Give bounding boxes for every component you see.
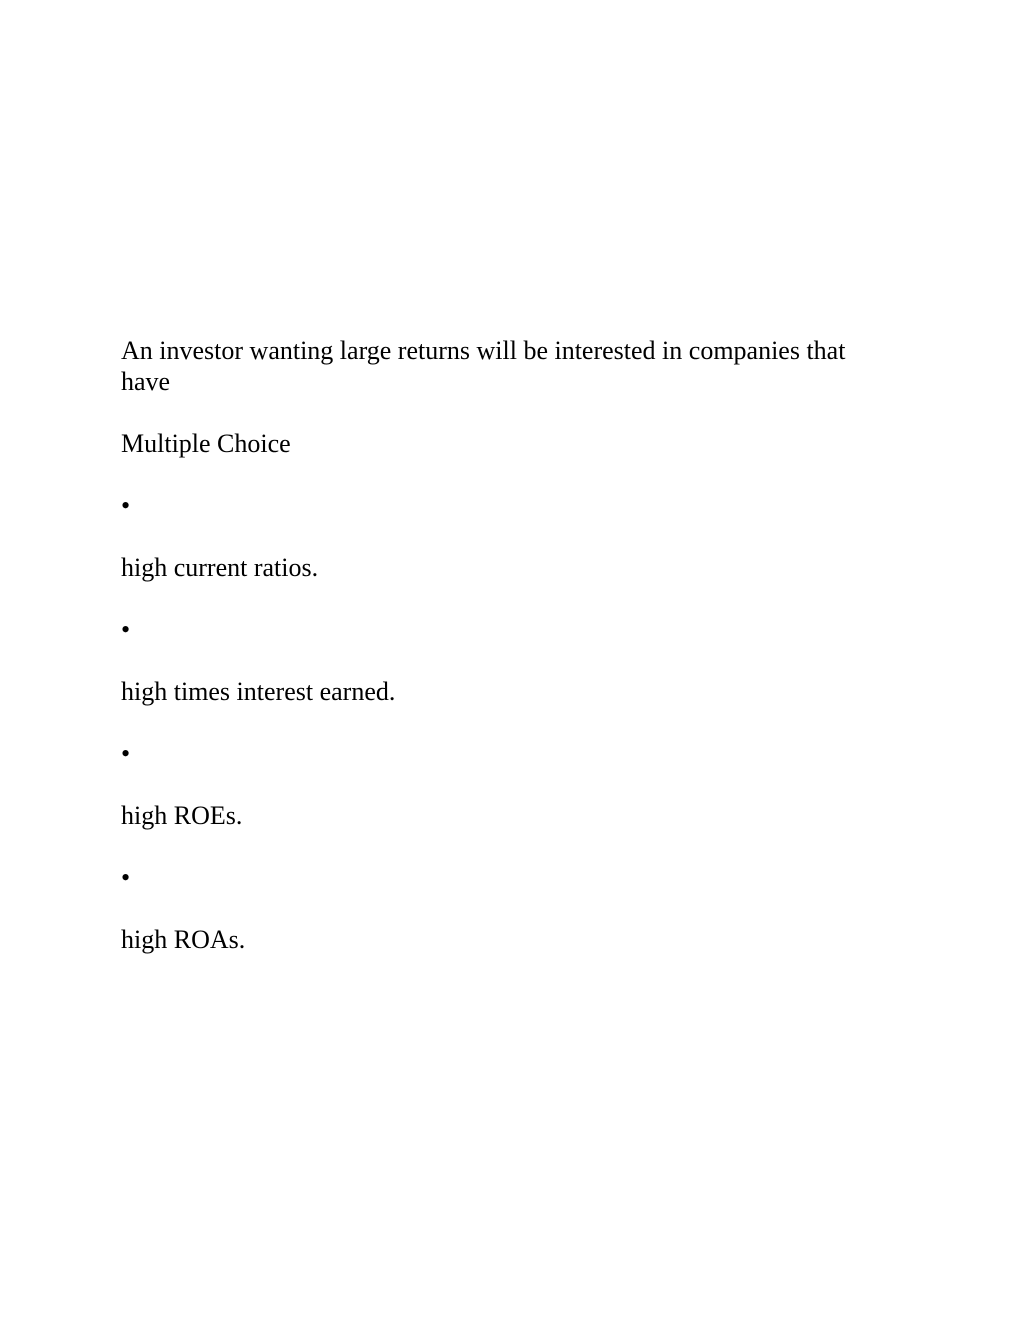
bullet-icon: • <box>121 615 131 644</box>
bullet-icon: • <box>121 863 131 892</box>
answer-option <box>121 862 901 955</box>
question-type-label: Multiple Choice <box>121 429 291 458</box>
answer-option-3[interactable]: high ROEs. <box>121 801 243 830</box>
question-text: An investor wanting large returns will be interested in companies that have <box>121 336 846 396</box>
answer-option-1[interactable]: high current ratios. <box>121 553 319 582</box>
bullet-icon: • <box>121 739 131 768</box>
answer-option <box>121 738 901 831</box>
answer-option <box>121 490 901 583</box>
bullet-icon: • <box>121 491 131 520</box>
answer-options-list <box>121 490 901 955</box>
question-block <box>121 335 901 955</box>
answer-option <box>121 614 901 707</box>
answer-option-4[interactable]: high ROAs. <box>121 925 246 954</box>
answer-option-2[interactable]: high times interest earned. <box>121 677 396 706</box>
